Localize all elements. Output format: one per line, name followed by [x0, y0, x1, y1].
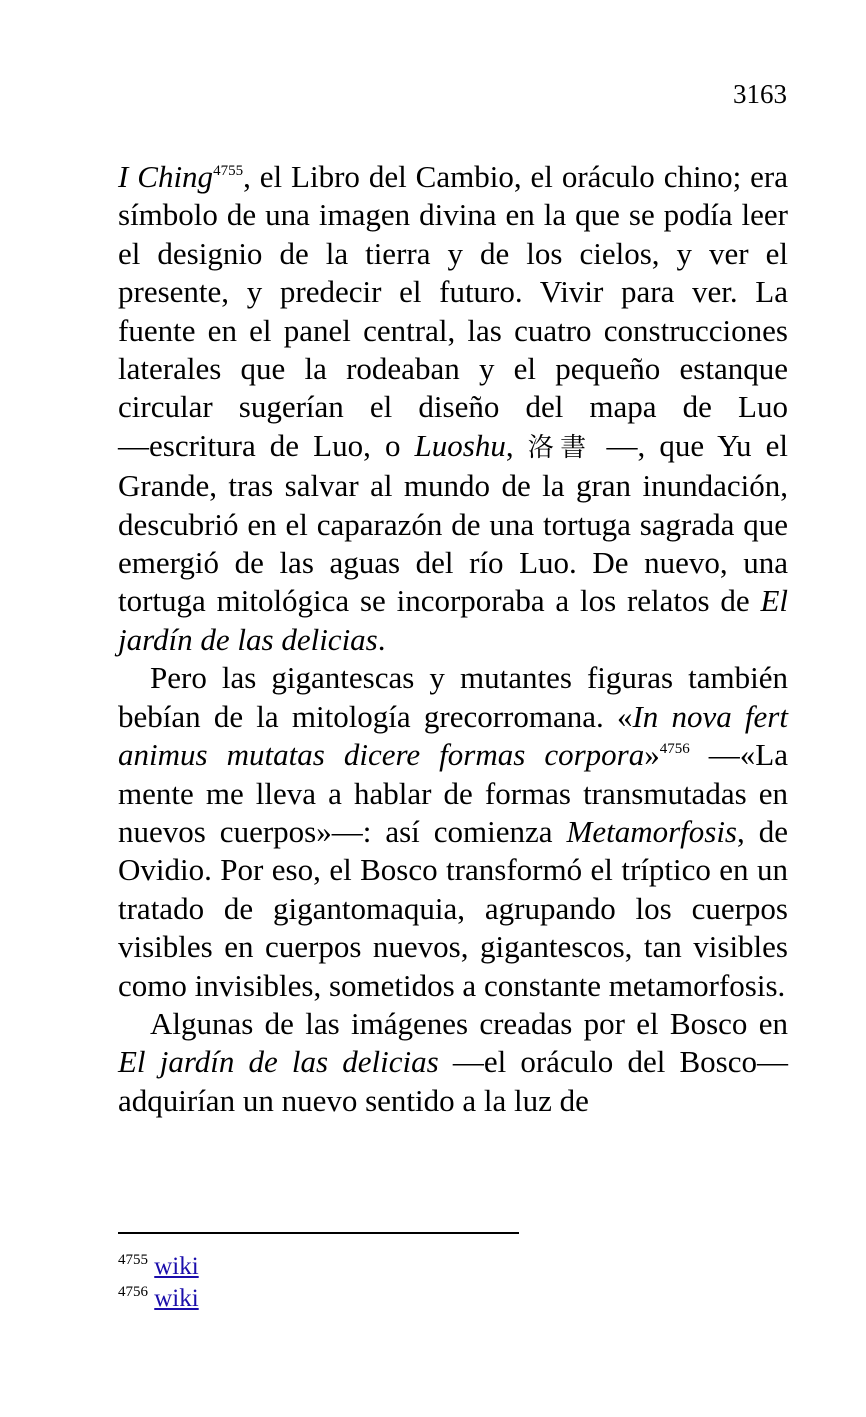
- footnote-4755: [118, 1251, 199, 1283]
- text-run: Pero las gigantescas y mutantes figuras también bebían de la mitología grecorromana. «: [118, 660, 788, 734]
- italic-text: I Ching: [118, 159, 214, 194]
- footnote-wiki-link[interactable]: wiki: [154, 1253, 199, 1280]
- text-run: Algunas de las imágenes creadas por el Bosco en: [150, 1005, 788, 1041]
- paragraph: [118, 659, 788, 1005]
- text-run: , el Libro del Cambio, el oráculo chino; era símbolo de una imagen divina en la que se podía leer el designio de la tierra y de los cielos, y ver el presente, y predecir el futuro. Vivir para ver. La fuente en el panel central, las cuatro construcciones laterales que la rodeaban y el pequeño estanque circular sugerían el diseño del mapa de Luo ―escritura de Luo, o: [118, 159, 788, 463]
- paragraph: [118, 1005, 788, 1120]
- italic-text: In nova fert animus mutatas dicere formas corpora: [118, 698, 788, 773]
- body-text: [118, 158, 788, 1120]
- footnote-number: 4756: [118, 1284, 148, 1300]
- footnotes: [118, 1251, 199, 1315]
- text-run: ―«La mente me lleva a hablar de formas transmutadas en nuevos cuerpos»―: así comienza: [118, 737, 788, 849]
- text-run: , de Ovidio. Por eso, el Bosco transformó el tríptico en un tratado de gigantomaquia, agrupando los cuerpos visibles en cuerpos nuevos, gigantescos, tan visibles como invisibles, sometidos a constante metamorfosis.: [118, 813, 788, 1003]
- footnote-reference[interactable]: 4755: [213, 163, 244, 179]
- text-run: .: [377, 621, 386, 657]
- text-run: ,: [505, 427, 528, 463]
- footnote-4756: [118, 1283, 199, 1315]
- italic-text: Metamorfosis: [566, 813, 737, 849]
- italic-text: El jardín de las delicias: [118, 1044, 439, 1080]
- italic-text: El jardín de las delicias: [118, 583, 788, 657]
- text-run: »: [644, 737, 660, 773]
- footnote-wiki-link[interactable]: wiki: [154, 1285, 199, 1312]
- text-run: ―, que Yu el Grande, tras salvar al mundo de la gran inundación, descubrió en el caparazón de una tortuga sagrada que emergió de las aguas del río Luo. De nuevo, una tortuga mitológica se incorporaba a los relatos de: [118, 427, 788, 619]
- footnote-number: 4755: [118, 1252, 148, 1268]
- footnote-separator: [118, 1232, 519, 1234]
- footnote-reference[interactable]: 4756: [659, 741, 690, 758]
- italic-text: Luoshu: [414, 427, 506, 463]
- text-run: ―el oráculo del Bosco― adquirían un nuevo sentido a la luz de: [118, 1044, 788, 1118]
- paragraph: [118, 158, 788, 659]
- chinese-text: 洛書: [527, 432, 593, 463]
- page-number: 3163: [733, 79, 787, 109]
